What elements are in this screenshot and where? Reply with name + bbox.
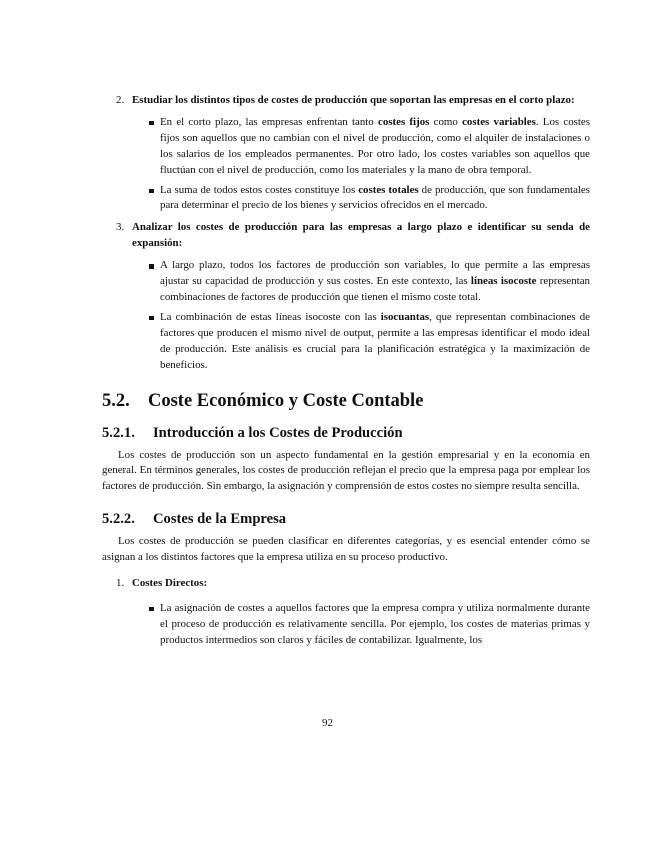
bullet-item: A largo plazo, todos los factores de producción son variables, lo que permite a las empresas ajustar su capacidad de producción y sus costes. En este contexto, las líneas isocoste representan combinaciones de factores de producción que tienen el mismo coste total. <box>132 258 590 306</box>
bullet-list <box>132 258 590 373</box>
bullet-item: La suma de todos estos costes constituye los costes totales de producción, que son fundamentales para determinar el precio de los bienes y servicios ofrecidos en el mercado. <box>132 183 590 215</box>
keyword: líneas isocoste <box>470 275 537 288</box>
keyword: costes totales <box>358 183 419 196</box>
page-number: 92 <box>322 717 333 729</box>
bullet-square-icon <box>149 264 154 269</box>
page-content <box>102 93 590 653</box>
list-item-2 <box>102 93 590 214</box>
list-item-title: Estudiar los distintos tipos de costes de producción que soportan las empresas en el corto plazo: <box>132 94 575 106</box>
list-number: 2. <box>116 94 125 106</box>
list-number: 1. <box>116 577 125 590</box>
subsection-heading <box>102 509 590 529</box>
list-item-1 <box>102 576 590 649</box>
bullet-square-icon <box>149 121 154 126</box>
list-number: 3. <box>116 221 125 234</box>
bullet-square-icon <box>149 316 154 321</box>
paragraph: Los costes de producción son un aspecto fundamental en la gestión empresarial y en la economía en general. En términos generales, los costes de producción reflejan el precio que la empresa paga por emplear los factores de producción. Sin embargo, la asignación y comprensión de estos costes no siempre resulta sencilla. <box>102 448 590 493</box>
subsection-title: Introducción a los Costes de Producción <box>153 424 403 441</box>
section-number: 5.2. <box>102 390 130 411</box>
subsection-heading <box>102 423 590 443</box>
section-heading <box>102 389 590 413</box>
list-item-title: Costes Directos: <box>132 577 208 590</box>
bullet-list <box>132 601 590 649</box>
section-title: Coste Económico y Coste Contable <box>148 390 424 411</box>
subsection-number: 5.2.1. <box>102 424 135 441</box>
keyword: costes fijos <box>377 115 430 128</box>
list-item-title: Analizar los costes de producción para las empresas a largo plazo e identificar su senda de expansión: <box>132 221 590 250</box>
bullet-square-icon <box>149 607 154 612</box>
bullet-list <box>132 115 590 214</box>
bullet-item: La combinación de estas líneas isocoste con las isocuantas, que representan combinaciones de factores que producen el mismo nivel de output, permite a las empresas identificar el modo ideal de producción. Este análisis es crucial para la planificación estratégica y la maximización de beneficios. <box>132 310 590 374</box>
bullet-item: La asignación de costes a aquellos factores que la empresa compra y utiliza normalmente durante el proceso de producción es relativamente sencilla. Por ejemplo, los costes de materias primas y productos intermedios son claros y fáciles de contabilizar. Igualmente, los <box>132 601 590 649</box>
paragraph: Los costes de producción se pueden clasificar en diferentes categorías, y es esencial entender cómo se asignan a los distintos factores que la empresa utiliza en su proceso productivo. <box>102 535 590 564</box>
bullet-item: En el corto plazo, las empresas enfrentan tanto costes fijos como costes variables. Los costes fijos son aquellos que no cambian con el nivel de producción, como el alquiler de instalaciones o los salarios de los empleados permanentes. Por otro lado, los costes variables son aquellos que fluctúan con el nivel de producción, como los materiales y la mano de obra temporal. <box>132 115 590 179</box>
list-item-3 <box>102 220 590 373</box>
keyword: isocuantas <box>380 310 430 323</box>
keyword: costes variables <box>462 115 536 128</box>
subsection-number: 5.2.2. <box>102 511 135 528</box>
bullet-square-icon <box>149 189 154 194</box>
subsection-title: Costes de la Empresa <box>153 511 287 528</box>
